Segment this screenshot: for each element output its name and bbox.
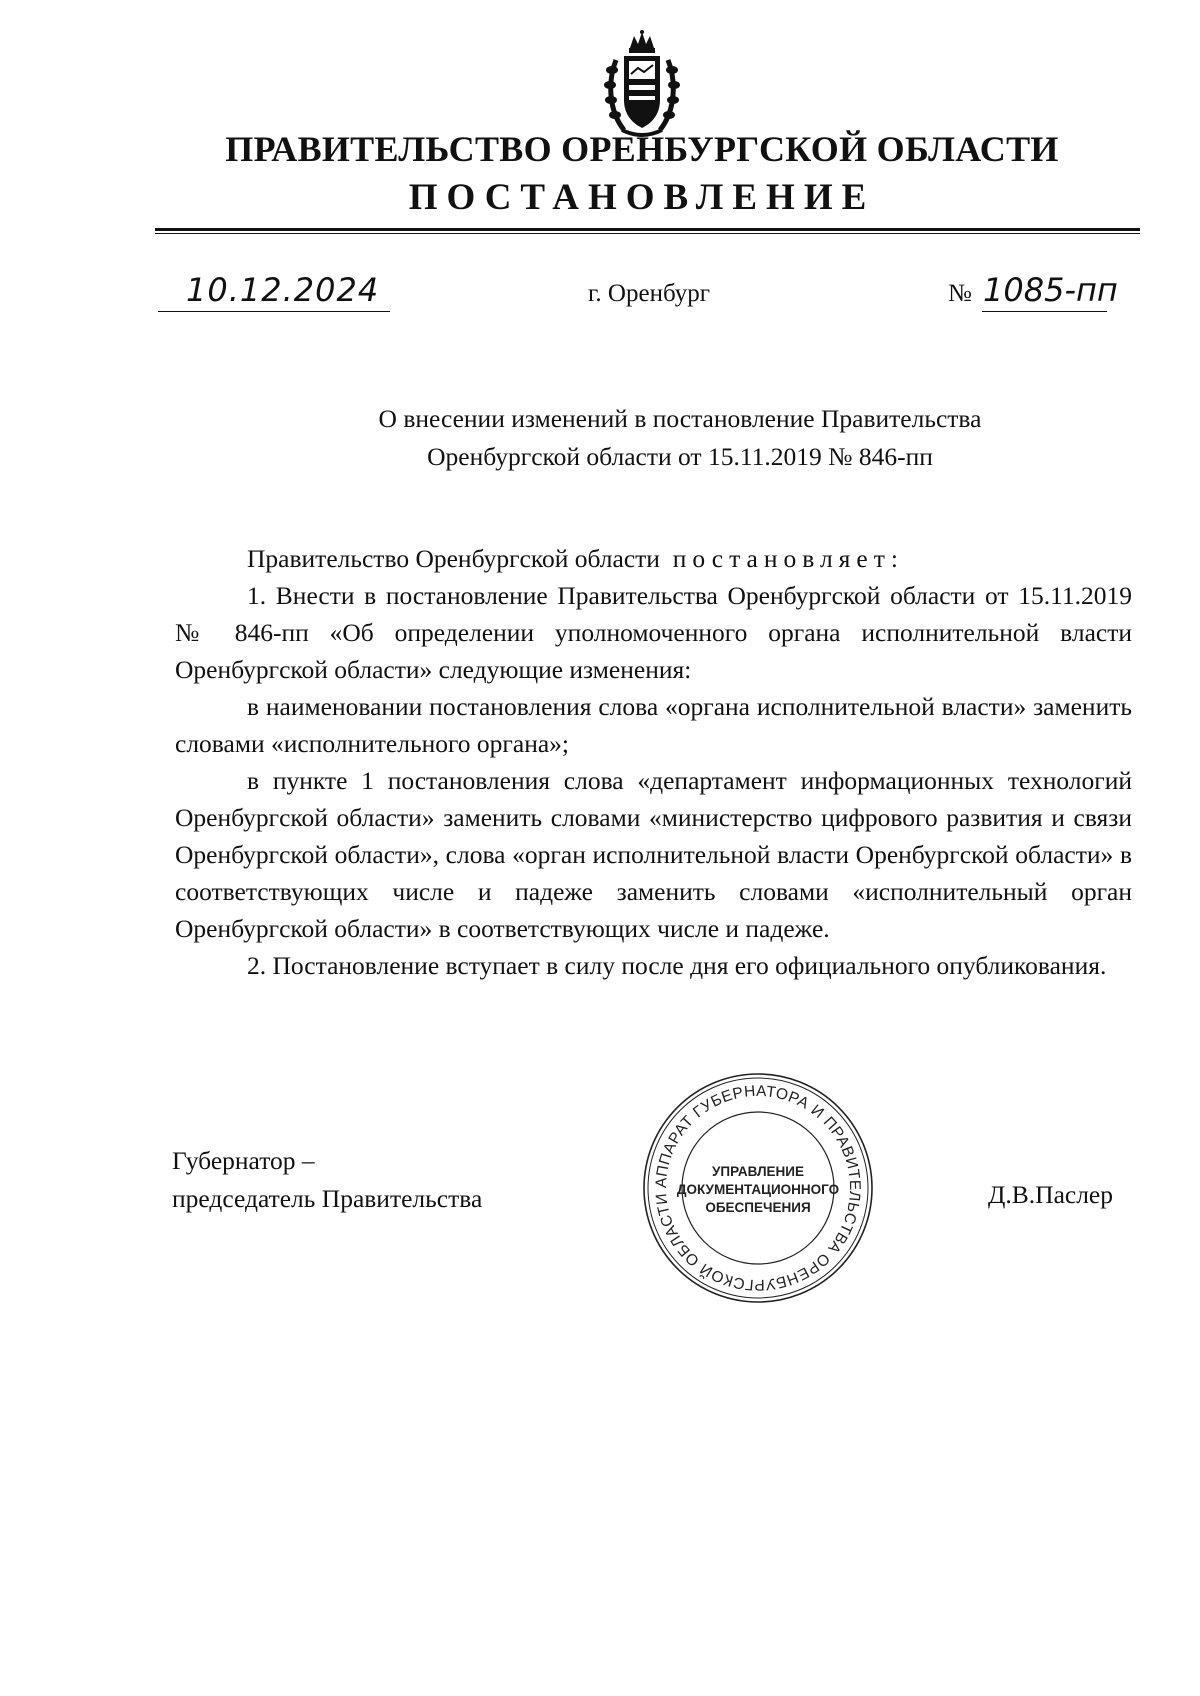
coat-of-arms-icon: [602, 30, 682, 140]
stamp-inner-line: УПРАВЛЕНИЕ: [711, 1164, 805, 1179]
stamp-inner-line: ОБЕСПЕЧЕНИЯ: [705, 1200, 811, 1215]
paragraph: 1. Внести в постановление Правительства Оренбургской области от 15.11.2019 № 846-пп «Об определении уполномоченного органа исполнительной власти Оренбургской области» следующие изменения:: [175, 581, 1132, 684]
preamble: [247, 540, 1132, 577]
official-stamp: [640, 1070, 876, 1306]
organization-title: ПРАВИТЕЛЬСТВО ОРЕНБУРГСКОЙ ОБЛАСТИ: [225, 129, 1059, 169]
document-type-title: ПОСТАНОВЛЕНИЕ: [408, 177, 876, 218]
header-divider: [155, 228, 1140, 231]
document-subject: [330, 400, 1030, 476]
paragraph: в наименовании постановления слова «органа исполнительной власти» заменить словами «исполнительного органа»;: [175, 692, 1132, 758]
preamble-verb: постановляет:: [672, 544, 904, 573]
date-underline: [158, 311, 390, 312]
preamble-text: Правительство Оренбургской области: [247, 544, 660, 573]
paragraph: 2. Постановление вступает в силу после дня его официального опубликования.: [247, 951, 1107, 980]
document-body: [175, 540, 1132, 984]
signatory-position: [172, 1142, 482, 1218]
document-number: 1085-пп: [983, 271, 1118, 309]
subject-line: О внесении изменений в постановление Правительства: [378, 404, 982, 433]
position-line: председатель Правительства: [172, 1184, 483, 1213]
position-line: Губернатор –: [172, 1146, 315, 1175]
subject-line: Оренбургской области от 15.11.2019 № 846-пп: [427, 442, 933, 471]
paragraph: в пункте 1 постановления слова «департамент информационных технологий Оренбургской области» заменить словами «министерство цифрового развития и связи Оренбургской области», слова «орган исполнительной власти Оренбургской области» в соответствующих числе и падеже заменить словами «исполнительный орган Оренбургской области» в соответствующих числе и падеже.: [175, 766, 1132, 943]
stamp-outer-text: АППАРАТ ГУБЕРНАТОРА И ПРАВИТЕЛЬСТВА ОРЕНБУРГСКОЙ ОБЛАСТИ: [652, 1082, 864, 1294]
signatory-name: Д.В.Паслер: [988, 1180, 1113, 1209]
header-divider-thin: [155, 233, 1140, 234]
number-underline: [982, 311, 1107, 312]
stamp-inner-line: ДОКУМЕНТАЦИОННОГО: [676, 1182, 840, 1197]
number-sign: №: [948, 280, 972, 307]
document-date: 10.12.2024: [186, 271, 380, 309]
document-city: г. Оренбург: [588, 280, 710, 307]
